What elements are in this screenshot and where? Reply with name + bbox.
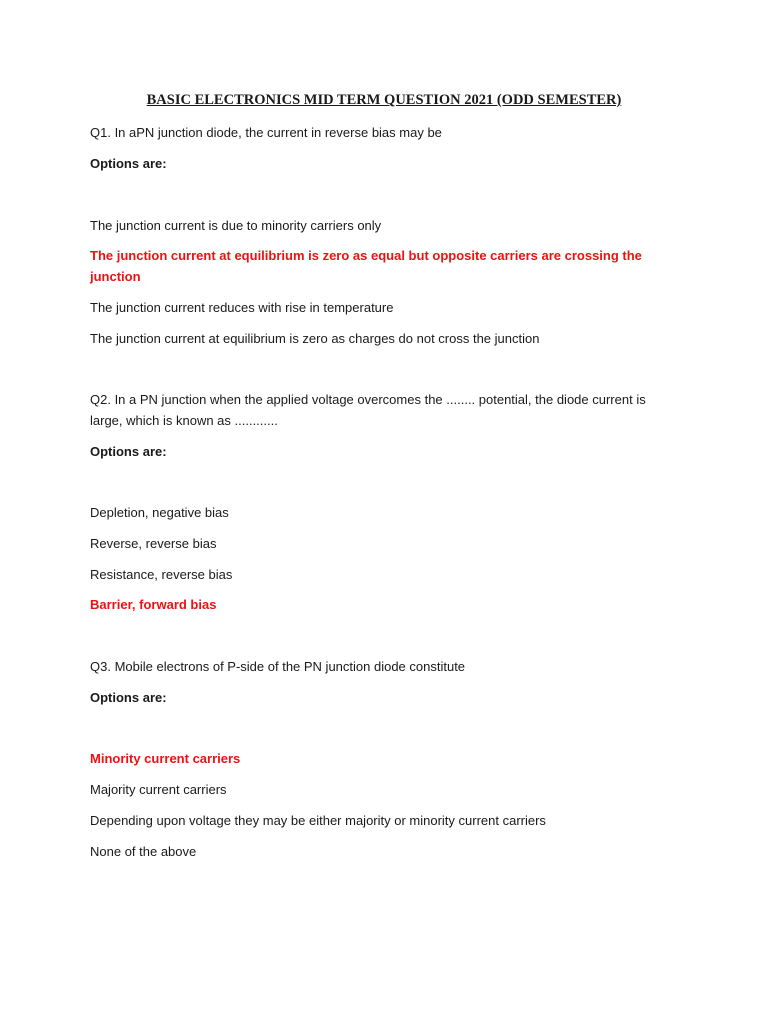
question-3-options-label: Options are: — [90, 690, 167, 705]
question-3-option-4: None of the above — [90, 844, 197, 859]
question-1-option-4: The junction current at equilibrium is zero as charges do not cross the junction — [90, 331, 540, 346]
question-3-option-1-correct: Minority current carriers — [90, 751, 241, 766]
question-2-option-2: Reverse, reverse bias — [90, 536, 217, 551]
question-2-text: Q2. In a PN junction when the applied voltage overcomes the ........ potential, the diode current is large, which is known as ............ — [90, 392, 646, 428]
document-title: BASIC ELECTRONICS MID TERM QUESTION 2021 (ODD SEMESTER) — [146, 92, 622, 108]
question-3-option-3: Depending upon voltage they may be either majority or minority current carriers — [90, 813, 546, 828]
question-1-text: Q1. In aPN junction diode, the current in reverse bias may be — [90, 125, 442, 140]
question-2-option-4-correct: Barrier, forward bias — [90, 597, 217, 612]
question-1-option-3: The junction current reduces with rise in temperature — [90, 300, 394, 315]
question-1-option-1: The junction current is due to minority carriers only — [90, 218, 382, 233]
question-2-option-3: Resistance, reverse bias — [90, 567, 233, 582]
question-2-option-1: Depletion, negative bias — [90, 505, 229, 520]
question-1-option-2-correct: The junction current at equilibrium is zero as equal but opposite carriers are crossing the junction — [90, 248, 642, 284]
question-3-option-2: Majority current carriers — [90, 782, 227, 797]
question-3-text: Q3. Mobile electrons of P-side of the PN junction diode constitute — [90, 659, 466, 674]
question-2-options-label: Options are: — [90, 444, 167, 459]
question-1-options-label: Options are: — [90, 156, 167, 171]
